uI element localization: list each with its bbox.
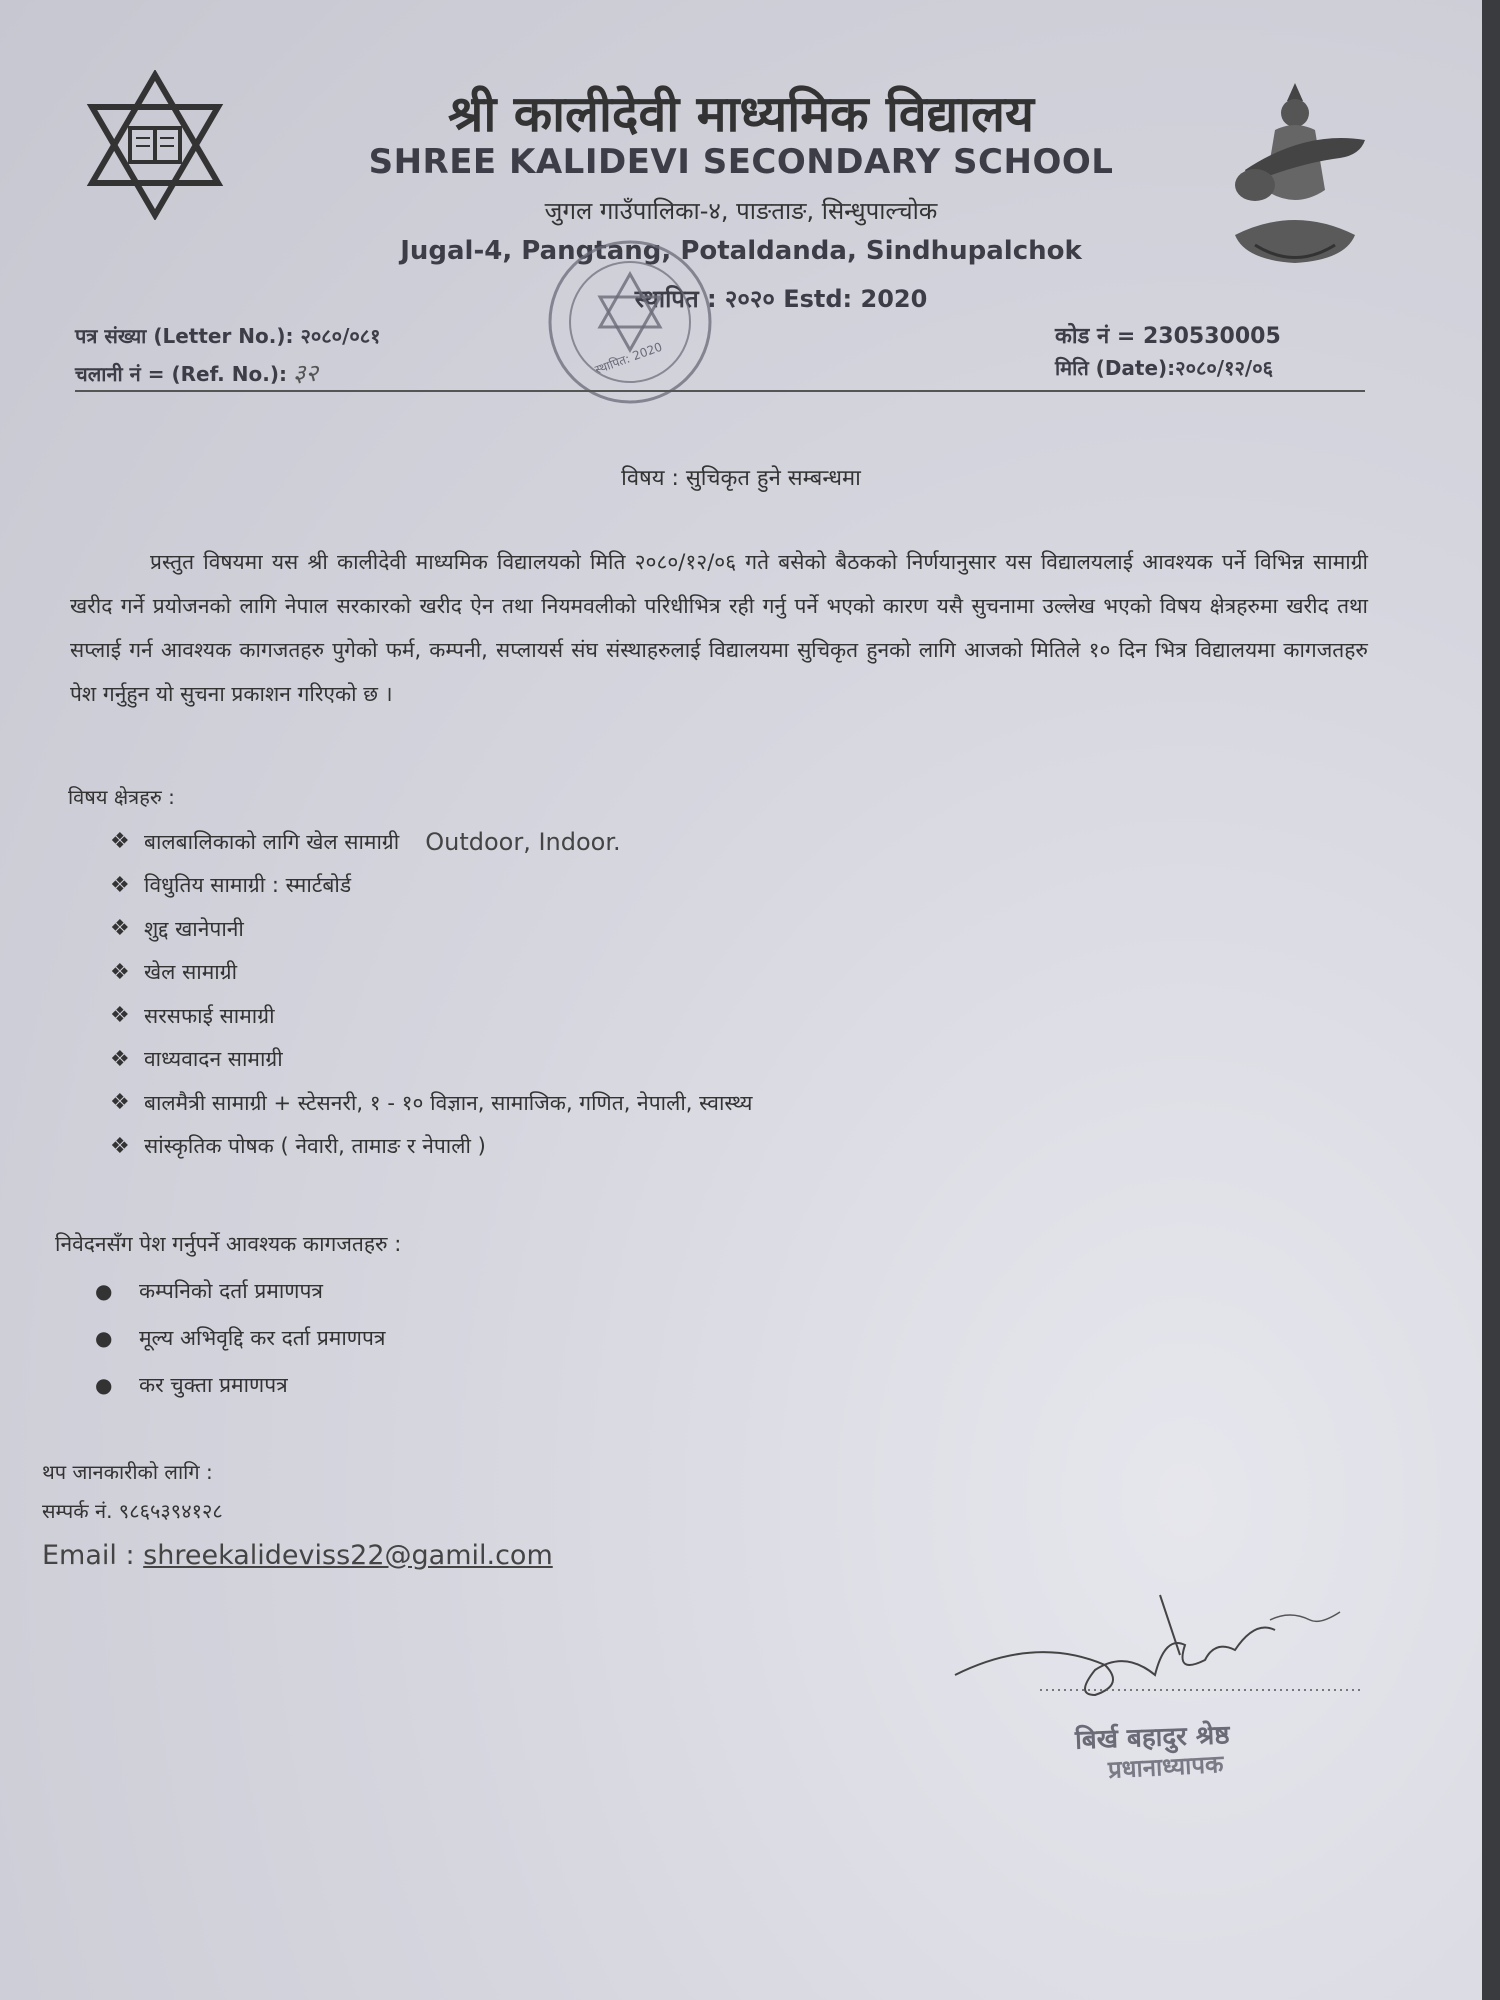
- email-label: Email :: [42, 1540, 144, 1571]
- sector-item-text: बालमैत्री सामाग्री + स्टेसनरी, १ - १० विज्ञान, सामाजिक, गणित, नेपाली, स्वास्थ्य: [144, 1090, 753, 1115]
- sector-item-text: सांस्कृतिक पोषक ( नेवारी, तामाङ र नेपाली ): [144, 1134, 486, 1159]
- school-seal-stamp-icon: [535, 232, 725, 412]
- sector-item-text: बालबालिकाको लागि खेल सामाग्री: [144, 829, 400, 854]
- sector-item-text: विधुतिय सामाग्री : स्मार्टबोर्ड: [144, 873, 352, 898]
- reference-label: चलानी नं = (Ref. No.):: [75, 362, 287, 386]
- school-name-english: SHREE KALIDEVI SECONDARY SCHOOL: [368, 142, 1114, 182]
- sectors-heading: विषय क्षेत्रहरु :: [68, 785, 175, 809]
- document-item: [95, 1314, 386, 1361]
- header-divider: [75, 390, 1365, 392]
- sector-item-text: खेल सामाग्री: [144, 960, 238, 985]
- address-english: Jugal-4, Pangtang, Potaldanda, Sindhupalchok: [400, 236, 1082, 266]
- sector-list: [110, 820, 752, 1168]
- diamond-bullet-icon: ❖: [110, 1133, 130, 1159]
- more-info-label: थप जानकारीको लागि :: [42, 1460, 213, 1484]
- sector-item-text: सरसफाई सामाग्री: [144, 1003, 275, 1028]
- letter-subject: विषय : सुचिकृत हुने सम्बन्धमा: [621, 466, 861, 491]
- school-name-nepali: श्री कालीदेवी माध्यमिक विद्यालय: [447, 85, 1035, 143]
- document-item: [95, 1267, 386, 1314]
- documents-heading: निवेदनसँग पेश गर्नुपर्ने आवश्यक कागजतहरु :: [55, 1232, 402, 1256]
- dot-bullet-icon: ●: [95, 1325, 113, 1350]
- stamp-text: स्थापित: 2020: [593, 339, 665, 377]
- diamond-bullet-icon: ❖: [110, 1003, 130, 1029]
- diamond-bullet-icon: ❖: [110, 872, 130, 898]
- letter-date: मिति (Date):२०८०/१२/०६: [1055, 356, 1273, 380]
- body-paragraph: प्रस्तुत विषयमा यस श्री कालीदेवी माध्यमिक विद्यालयको मिति २०८०/१२/०६ गते बसेको बैठकको निर्णयानुसार यस विद्यालयलाई आवश्यक पर्ने विभिन्न सामाग्री खरीद गर्ने प्रयोजनको लागि नेपाल सरकारको खरीद ऐन तथा नियमवलीको परिधीभित्र रही गर्नु पर्ने भएको कारण यसै सुचनामा उल्लेख भएको विषय क्षेत्रहरुमा खरीद तथा सप्लाई गर्न आवश्यक कागजतहरु पुगेको फर्म, कम्पनी, सप्लायर्स संघ संस्थाहरुलाई विद्यालयमा सुचिकृत हुनको लागि आजको मितिले १० दिन भित्र विद्यालयमा कागजतहरु पेश गर्नुहुन यो सुचना प्रकाशन गरिएको छ ।: [70, 550, 1368, 706]
- established-year: स्थापित : २०२० Estd: 2020: [634, 285, 928, 313]
- sector-item: [110, 907, 752, 951]
- dot-bullet-icon: ●: [95, 1372, 113, 1397]
- diamond-bullet-icon: ❖: [110, 1046, 130, 1072]
- signer-title: प्रधानाध्यापक: [1107, 1749, 1225, 1785]
- diamond-bullet-icon: ❖: [110, 1090, 130, 1116]
- sector-item-text: शुद्द खानेपानी: [144, 916, 244, 941]
- document-item: [95, 1361, 386, 1408]
- sector-item: [110, 864, 752, 908]
- document-item-text: मूल्य अभिवृद्दि कर दर्ता प्रमाणपत्र: [139, 1325, 386, 1350]
- diamond-bullet-icon: ❖: [110, 916, 130, 942]
- sector-item: [110, 1081, 752, 1125]
- sector-item: [110, 820, 752, 864]
- sector-item-extra: Outdoor, Indoor.: [425, 827, 621, 856]
- dot-bullet-icon: ●: [95, 1278, 113, 1303]
- email-row: [42, 1540, 553, 1571]
- document-item-text: कम्पनिको दर्ता प्रमाणपत्र: [139, 1278, 323, 1303]
- reference-value: ३२: [292, 359, 318, 387]
- school-code: कोड नं = 230530005: [1055, 324, 1281, 349]
- reference-number: [75, 356, 318, 389]
- email-value: shreekalideviss22@gamil.com: [143, 1540, 553, 1571]
- letter-number: पत्र संख्या (Letter No.): २०८०/०८१: [75, 324, 381, 348]
- diamond-bullet-icon: ❖: [110, 959, 130, 985]
- address-nepali: जुगल गाउँपालिका-४, पाङताङ, सिन्धुपाल्चोक: [544, 197, 938, 225]
- contact-phone: सम्पर्क नं. ९८६५३९४१२८: [42, 1499, 223, 1523]
- sector-item-text: वाध्यवादन सामाग्री: [144, 1047, 283, 1072]
- sector-item: [110, 994, 752, 1038]
- sector-item: [110, 1038, 752, 1082]
- documents-list: [95, 1267, 386, 1408]
- sector-item: [110, 1125, 752, 1169]
- signer-name: बिर्ख बहादुर श्रेष्ठ: [1074, 1720, 1231, 1756]
- diamond-bullet-icon: ❖: [110, 829, 130, 855]
- sector-item: [110, 951, 752, 995]
- document-item-text: कर चुक्ता प्रमाणपत्र: [139, 1372, 288, 1397]
